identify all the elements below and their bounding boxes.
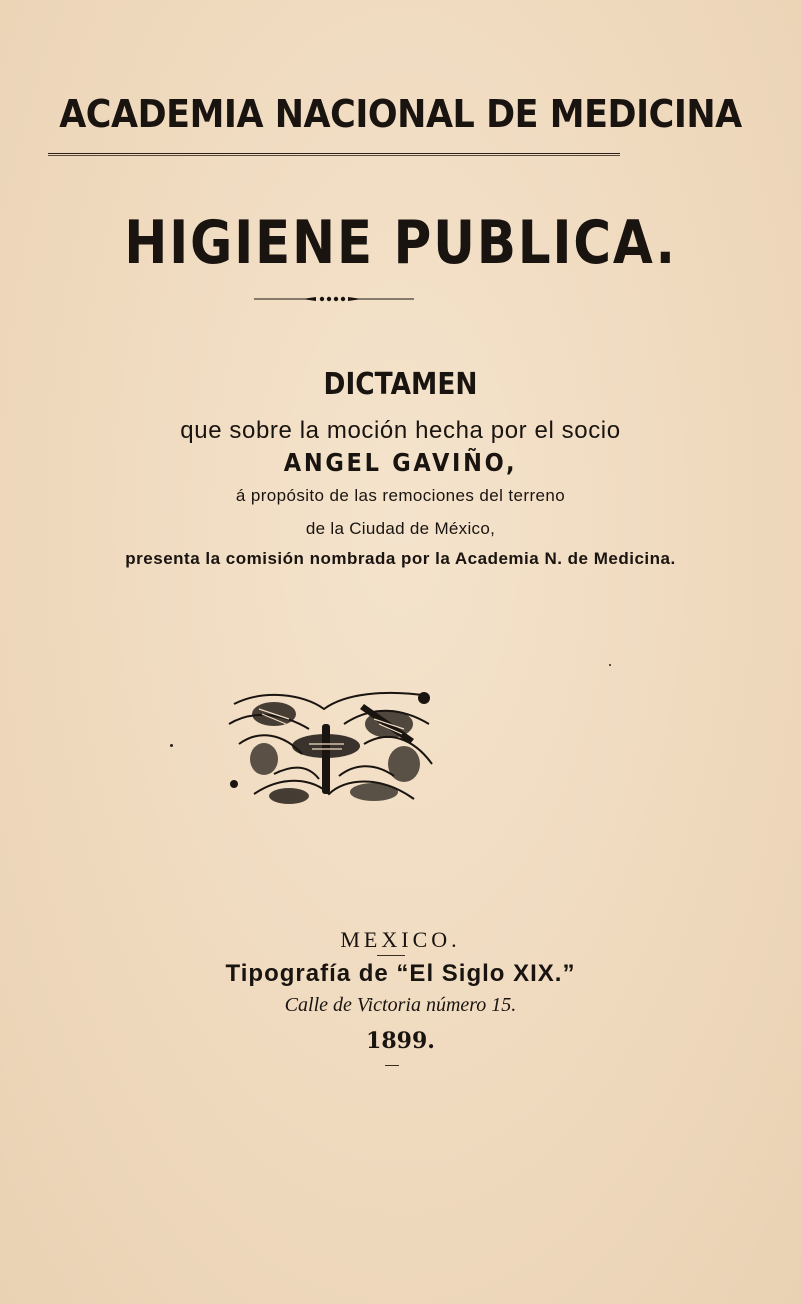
author-name: ANGEL GAVIÑO, [283,448,518,477]
imprint-rule [377,955,405,956]
header-rule [48,153,620,156]
subtitle-line-4: de la Ciudad de México, [305,519,496,538]
caduceus-vignette-icon [214,684,442,814]
closing-rule [385,1065,399,1066]
printer-address: Calle de Victoria número 15. [284,994,517,1016]
ink-speck [170,744,173,747]
imprint-city: MEXICO. [340,927,461,952]
ink-speck [609,664,611,666]
institution-name: ACADEMIA NACIONAL DE MEDICINA [59,92,742,136]
ornamental-rule-icon [254,294,414,304]
printer-name: Tipografía de “El Siglo XIX.” [225,960,576,987]
subtitle-line-5: presenta la comisión nombrada por la Academia N. de Medicina. [125,549,676,568]
subtitle-line-1: que sobre la moción hecha por el socio [180,417,621,444]
page-title: HIGIENE PUBLICA. [124,208,677,278]
publication-year: 1899. [366,1028,435,1054]
subtitle-line-3: á propósito de las remociones del terreno [235,486,566,505]
document-heading: DICTAMEN [323,367,478,402]
